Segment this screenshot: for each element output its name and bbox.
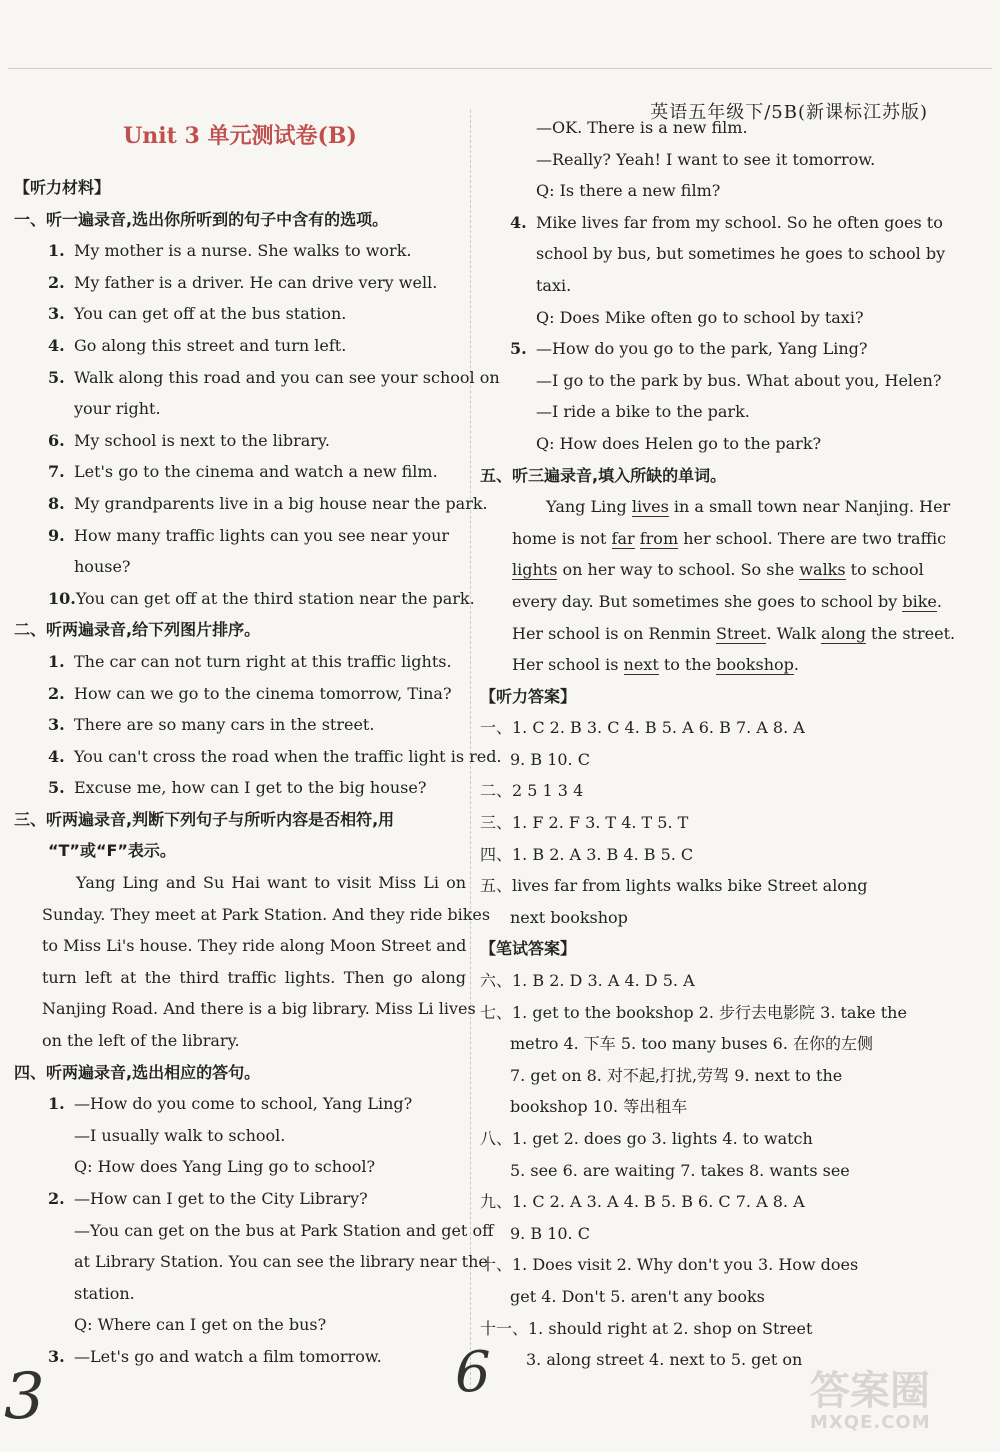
dialogue-line: school by bus, but sometimes he goes to school by [536, 244, 946, 264]
left-column [14, 112, 502, 1373]
blank-answer: next [623, 655, 659, 675]
section-5-passage [480, 491, 956, 681]
dialogue-line: —I go to the park by bus. What about you, Helen? [536, 370, 942, 390]
section-3-title-cont: “T”或“F”表示。 [48, 841, 176, 861]
answer-row: 四、1. B 2. A 3. B 4. B 5. C [480, 844, 694, 864]
passage-line: Yang Ling and Su Hai want to visit Miss Li on [76, 873, 466, 893]
dialogue-line: —I ride a bike to the park. [536, 402, 750, 422]
passage-line: Sunday. They meet at Park Station. And they ride bikes [42, 904, 491, 924]
dialogue-line: —You can get on the bus at Park Station and get off [74, 1220, 494, 1240]
blank-answer: along [821, 623, 866, 643]
section-2-title: 二、听两遍录音,给下列图片排序。 [14, 620, 261, 640]
blank-answer: far [611, 528, 635, 548]
list-item: 4. Go along this street and turn left. [48, 335, 347, 355]
answer-row: get 4. Don't 5. aren't any books [510, 1286, 765, 1306]
passage-line: Yang Ling lives in a small town near Nanjing. Her [546, 497, 951, 517]
list-item: 4. You can't cross the road when the traffic light is red. [48, 746, 502, 766]
passage-line: Her school is next to the bookshop. [512, 655, 799, 675]
list-item: 6. My school is next to the library. [48, 430, 330, 450]
dialogue-line: station. [74, 1283, 135, 1303]
answer-row: 十、1. Does visit 2. Why don't you 3. How does [480, 1255, 859, 1275]
passage-line: every day. But sometimes she goes to school by bike. [512, 591, 942, 611]
section-1-title: 一、听一遍录音,选出你所听到的句子中含有的选项。 [14, 209, 389, 229]
dialogue-line: —OK. There is a new film. [536, 118, 748, 137]
answer-row: metro 4. 下车 5. too many buses 6. 在你的左侧 [510, 1034, 874, 1054]
listening-material-heading: 【听力材料】 [14, 178, 111, 197]
blank-answer: lights [512, 560, 558, 580]
answer-row: 十一、1. should right at 2. shop on Street [480, 1318, 813, 1338]
blank-answer: bookshop [716, 655, 794, 675]
top-rule [8, 68, 992, 69]
section-4-items [14, 1088, 494, 1372]
list-item-continuation: your right. [74, 399, 161, 419]
dialogue-line: Q: How does Helen go to the park? [536, 433, 822, 453]
dialogue-line: at Library Station. You can see the library near the [74, 1252, 488, 1272]
passage-line: lights on her way to school. So she walks to school [512, 560, 924, 580]
passage-line: on the left of the library. [42, 1031, 240, 1051]
answer-row: 7. get on 8. 对不起,打扰,劳驾 9. next to the [510, 1065, 843, 1085]
watermark-url: MXQE.COM [810, 1412, 931, 1433]
page-header-title: 英语五年级下/5B(新课标江苏版) [650, 102, 928, 123]
passage-line: turn left at the third traffic lights. Then go along [42, 967, 466, 987]
answer-row: 七、1. get to the bookshop 2. 步行去电影院 3. take the [480, 1002, 907, 1022]
list-item: 8. My grandparents live in a big house near the park. [48, 493, 488, 513]
blank-answer: walks [799, 560, 846, 580]
watermark-logo [810, 1370, 990, 1440]
answer-row: 一、1. C 2. B 3. C 4. B 5. A 6. B 7. A 8. A [480, 718, 805, 738]
listening-answers-heading: 【听力答案】 [480, 686, 577, 706]
section-5-title: 五、听三遍录音,填入所缺的单词。 [480, 465, 727, 485]
answer-row: 二、2 5 1 3 4 [480, 781, 584, 801]
written-answers-heading: 【笔试答案】 [480, 939, 577, 959]
blank-answer: bike [902, 591, 937, 611]
dialogue-line: Q: Does Mike often go to school by taxi? [536, 307, 864, 327]
right-column [480, 112, 956, 1376]
answer-row: 九、1. C 2. A 3. A 4. B 5. B 6. C 7. A 8. A [480, 1192, 805, 1212]
list-item: 3. You can get off at the bus station. [48, 304, 347, 324]
dialogue-line: Q: How does Yang Ling go to school? [74, 1157, 376, 1177]
dialogue-line: taxi. [536, 275, 572, 295]
blank-answer: lives [631, 497, 669, 517]
list-item: 1. My mother is a nurse. She walks to work. [48, 241, 412, 261]
list-item: 4. Mike lives far from my school. So he often goes to [510, 212, 943, 232]
passage-line: Nanjing Road. And there is a big library. Miss Li lives [42, 999, 476, 1019]
passage-line: to Miss Li's house. They ride along Moon Street and [42, 936, 467, 956]
answer-row: 9. B 10. C [510, 1223, 590, 1243]
passage-line: Her school is on Renmin Street. Walk along the street. [512, 623, 956, 643]
list-item: 1. —How do you come to school, Yang Ling? [48, 1094, 413, 1114]
list-item: 5. Walk along this road and you can see your school on [48, 367, 500, 387]
list-item: 10.You can get off at the third station near the park. [48, 588, 475, 608]
list-item: 1. The car can not turn right at this traffic lights. [48, 651, 452, 671]
blank-answer: Street [716, 623, 767, 643]
answer-row: 三、1. F 2. F 3. T 4. T 5. T [480, 813, 689, 833]
list-item-continuation: house? [74, 557, 131, 577]
passage-line: home is not far from her school. There are two traffic [512, 528, 947, 548]
handwritten-page-number: 6 [455, 1340, 491, 1405]
answer-row: 八、1. get 2. does go 3. lights 4. to watch [480, 1129, 813, 1148]
answer-row: 五、lives far from lights walks bike Street along [480, 876, 868, 896]
dialogue-line: —I usually walk to school. [74, 1125, 286, 1145]
list-item: 7. Let's go to the cinema and watch a new film. [48, 462, 438, 482]
list-item: 2. How can we go to the cinema tomorrow, Tina? [48, 683, 452, 703]
section-2-items [14, 646, 502, 804]
blank-answer: from [639, 528, 679, 548]
section-4-title: 四、听两遍录音,选出相应的答句。 [14, 1062, 261, 1082]
list-item: 9. How many traffic lights can you see near your [48, 525, 450, 545]
list-item: 3. There are so many cars in the street. [48, 715, 375, 735]
list-item: 2. My father is a driver. He can drive very well. [48, 272, 438, 292]
answer-row: bookshop 10. 等出租车 [510, 1097, 688, 1117]
answer-row: 5. see 6. are waiting 7. takes 8. wants see [510, 1160, 850, 1180]
answer-row: 六、1. B 2. D 3. A 4. D 5. A [480, 971, 695, 991]
list-item: 5. Excuse me, how can I get to the big house? [48, 778, 427, 798]
list-item: 2. —How can I get to the City Library? [48, 1189, 368, 1208]
answer-row: next bookshop [510, 907, 628, 927]
watermark-text: 答案圈 [810, 1368, 930, 1414]
dialogue-line: —Really? Yeah! I want to see it tomorrow. [536, 149, 876, 169]
handwritten-page-number: 3 [4, 1360, 45, 1434]
dialogue-line: Q: Is there a new film? [536, 181, 721, 201]
section-3-passage [14, 867, 491, 1057]
section-3-title: 三、听两遍录音,判断下列句子与所听内容是否相符,用 [14, 809, 395, 829]
section-1-items [14, 235, 500, 614]
list-item: 3. —Let's go and watch a film tomorrow. [48, 1346, 382, 1366]
dialogue-line: Q: Where can I get on the bus? [74, 1315, 327, 1335]
list-item: 5. —How do you go to the park, Yang Ling? [510, 339, 868, 359]
unit-title: Unit 3 单元测试卷(B) [123, 123, 357, 149]
answer-row: 9. B 10. C [510, 749, 590, 769]
answer-row: 3. along street 4. next to 5. get on [526, 1350, 803, 1370]
